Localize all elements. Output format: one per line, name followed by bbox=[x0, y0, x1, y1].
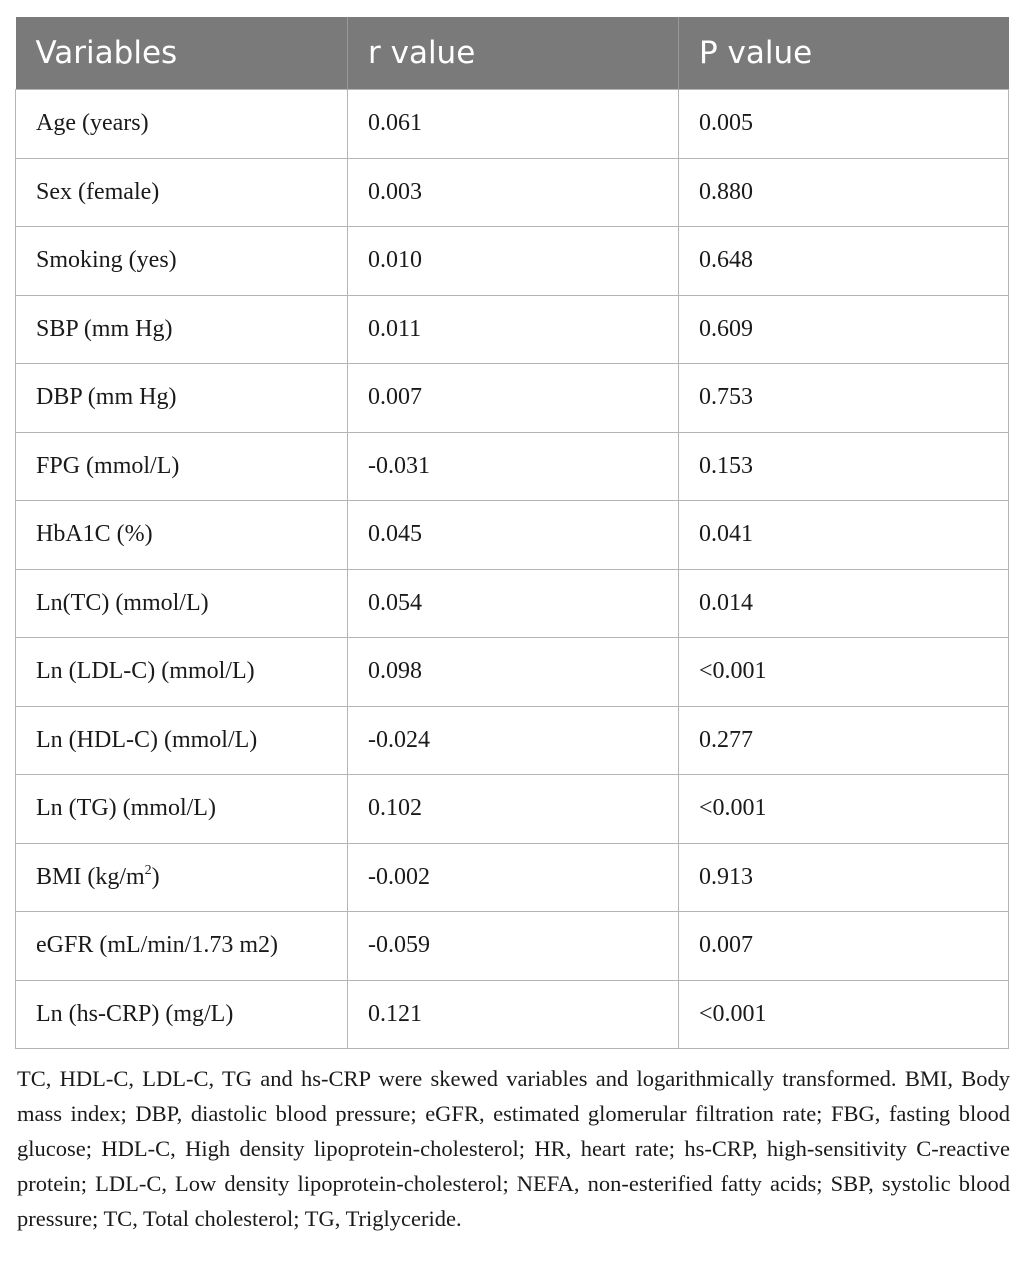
variable-text-tail: ) bbox=[151, 863, 160, 890]
superscript-text: 2 bbox=[144, 862, 152, 878]
table-row bbox=[16, 364, 1009, 433]
r-value-cell: -0.031 bbox=[348, 432, 679, 501]
p-value-cell: 0.041 bbox=[679, 501, 1009, 570]
r-value-cell: 0.054 bbox=[348, 569, 679, 638]
r-value-cell: 0.121 bbox=[348, 980, 679, 1049]
variable-cell: Ln(TC) (mmol/L) bbox=[16, 569, 348, 638]
table-footnote: TC, HDL-C, LDL-C, TG and hs-CRP were skewed variables and logarithmically transformed. BMI, Body mass index; DBP, diastolic blood pressure; eGFR, estimated glomerular filtration rate; FBG, fasting blood glucose; HDL-C, High density lipoprotein-cholesterol; HR, heart rate; hs-CRP, high-sensitivity C-reactive protein; LDL-C, Low density lipoprotein-cholesterol; NEFA, non-esterified fatty acids; SBP, systolic blood pressure; TC, Total cholesterol; TG, Triglyceride. bbox=[17, 1066, 1010, 1231]
p-value-cell: <0.001 bbox=[679, 638, 1009, 707]
correlation-table-container bbox=[15, 17, 1008, 1049]
table-row bbox=[16, 501, 1009, 570]
p-value-cell: 0.153 bbox=[679, 432, 1009, 501]
header-p-value: P value bbox=[679, 17, 1009, 90]
variable-cell: Sex (female) bbox=[16, 158, 348, 227]
r-value-cell: 0.045 bbox=[348, 501, 679, 570]
variable-cell: DBP (mm Hg) bbox=[16, 364, 348, 433]
table-row bbox=[16, 843, 1009, 912]
table-row bbox=[16, 980, 1009, 1049]
r-value-cell: -0.002 bbox=[348, 843, 679, 912]
r-value-cell: 0.010 bbox=[348, 227, 679, 296]
table-row bbox=[16, 432, 1009, 501]
correlation-table bbox=[15, 17, 1009, 1049]
header-r-value: r value bbox=[348, 17, 679, 90]
r-value-cell: 0.061 bbox=[348, 90, 679, 159]
variable-cell bbox=[16, 843, 348, 912]
p-value-cell: 0.014 bbox=[679, 569, 1009, 638]
variable-cell: Age (years) bbox=[16, 90, 348, 159]
r-value-cell: 0.102 bbox=[348, 775, 679, 844]
p-value-cell: 0.007 bbox=[679, 912, 1009, 981]
r-value-cell: 0.011 bbox=[348, 295, 679, 364]
table-header-row bbox=[16, 17, 1009, 90]
r-value-cell: 0.003 bbox=[348, 158, 679, 227]
table-row bbox=[16, 227, 1009, 296]
p-value-cell: 0.609 bbox=[679, 295, 1009, 364]
table-row bbox=[16, 638, 1009, 707]
variable-cell: Ln (TG) (mmol/L) bbox=[16, 775, 348, 844]
variable-cell: FPG (mmol/L) bbox=[16, 432, 348, 501]
p-value-cell: 0.880 bbox=[679, 158, 1009, 227]
p-value-cell: 0.753 bbox=[679, 364, 1009, 433]
p-value-cell: 0.005 bbox=[679, 90, 1009, 159]
p-value-cell: 0.913 bbox=[679, 843, 1009, 912]
variable-cell: Ln (hs-CRP) (mg/L) bbox=[16, 980, 348, 1049]
p-value-cell: <0.001 bbox=[679, 980, 1009, 1049]
table-row bbox=[16, 158, 1009, 227]
p-value-cell: <0.001 bbox=[679, 775, 1009, 844]
table-row bbox=[16, 295, 1009, 364]
variable-cell: Smoking (yes) bbox=[16, 227, 348, 296]
table-row bbox=[16, 775, 1009, 844]
header-variables: Variables bbox=[16, 17, 348, 90]
variable-cell: SBP (mm Hg) bbox=[16, 295, 348, 364]
variable-text: BMI (kg/m bbox=[36, 863, 145, 890]
variable-cell: HbA1C (%) bbox=[16, 501, 348, 570]
table-row bbox=[16, 912, 1009, 981]
p-value-cell: 0.277 bbox=[679, 706, 1009, 775]
table-row bbox=[16, 706, 1009, 775]
table-row bbox=[16, 569, 1009, 638]
variable-cell: Ln (LDL-C) (mmol/L) bbox=[16, 638, 348, 707]
table-row bbox=[16, 90, 1009, 159]
p-value-cell: 0.648 bbox=[679, 227, 1009, 296]
variable-cell: Ln (HDL-C) (mmol/L) bbox=[16, 706, 348, 775]
r-value-cell: 0.098 bbox=[348, 638, 679, 707]
r-value-cell: 0.007 bbox=[348, 364, 679, 433]
variable-cell: eGFR (mL/min/1.73 m2) bbox=[16, 912, 348, 981]
r-value-cell: -0.059 bbox=[348, 912, 679, 981]
r-value-cell: -0.024 bbox=[348, 706, 679, 775]
